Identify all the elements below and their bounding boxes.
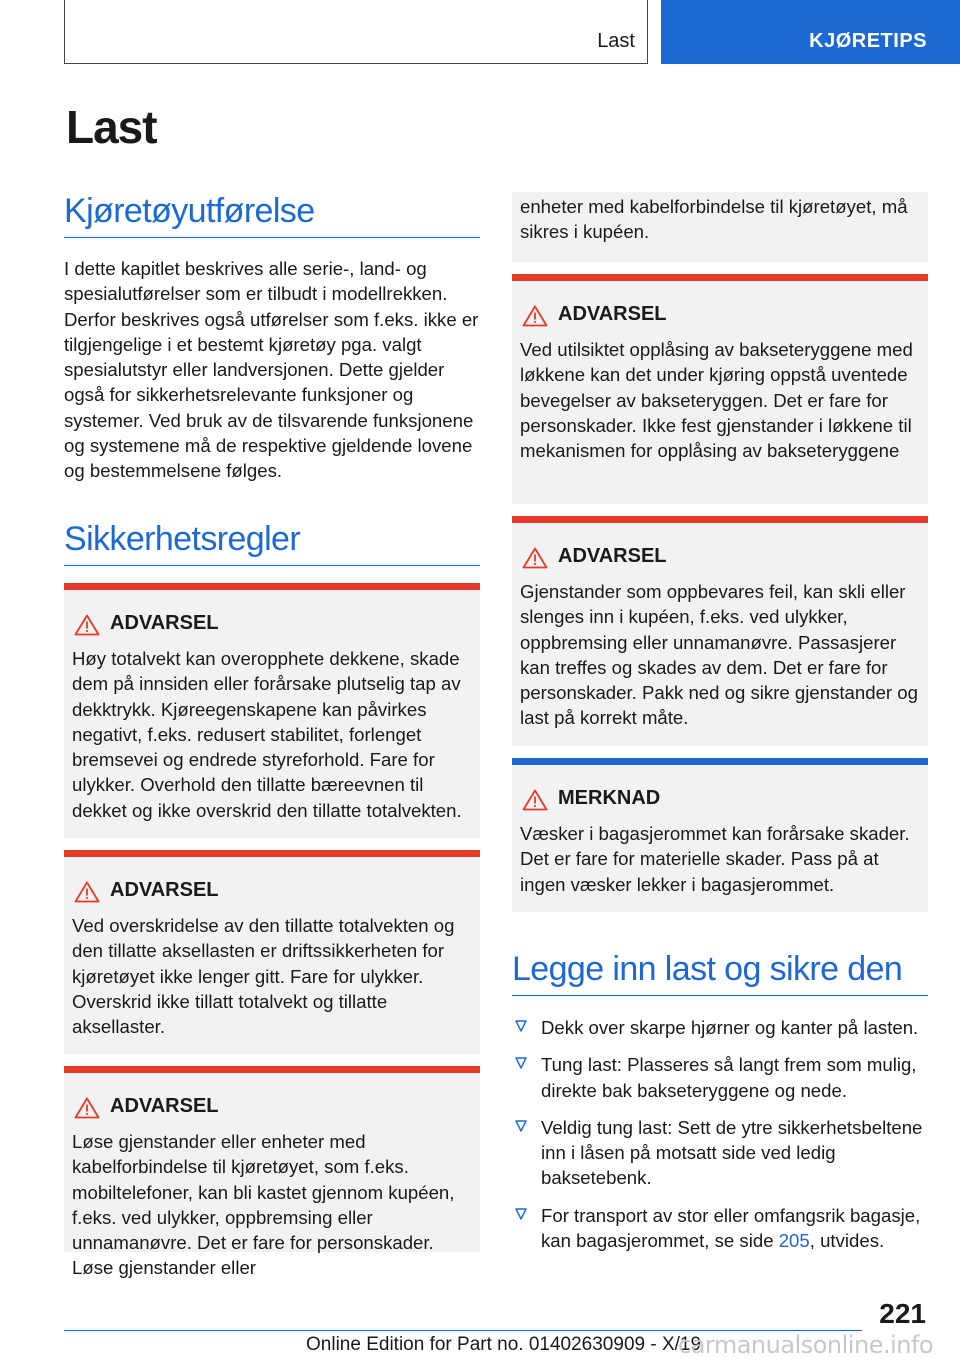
warning-header (520, 303, 920, 329)
note-label: MERKNAD (558, 787, 661, 809)
warning-text: Ved overskridelse av den tillatte totalvekten og den tillatte aksellasten er driftssikkerheten for kjøretøyet ikke lenger gitt. Fare for ulykker. Overskrid ikke tillatt totalvekt og tillatte aksellaster. (72, 915, 455, 1038)
page-number: 221 (879, 1298, 926, 1329)
page-title: Last (66, 101, 157, 153)
warning-text: Høy totalvekt kan overopphete dekkene, skade dem på innsiden eller forårsake plutselig tap av dekktrykk. Kjøreegenskapene kan påvirkes negativt, f.eks. redusert stabilitet, forlenget bremsevei og endrede styreforhold. Fare for ulykker. Overhold den tillatte bæreevnen til dekket og ikke overskrid den tillatte totalvekten. (72, 648, 462, 821)
list-item-text: Dekk over skarpe hjørner og kanter på lasten. (541, 1017, 919, 1038)
warning-box (64, 583, 480, 838)
warning-box (512, 516, 928, 746)
list-item (512, 1115, 928, 1191)
heading-vehicle: Kjøretøyutførelse (64, 192, 480, 238)
watermark: carmanualsonline.info (678, 1331, 934, 1359)
warning-box (64, 850, 480, 1054)
list-item (512, 1015, 928, 1040)
heading-loading: Legge inn last og sikre den (512, 950, 928, 996)
footer-edition: Online Edition for Part no. 01402630909 - X/19 (306, 1334, 702, 1355)
warning-text: Løse gjenstander eller enheter med kabelforbindelse til kjøretøyet, som f.eks. mobiltelefoner, kan bli kastet gjennom kupéen, f.eks. ved ulykker, oppbremsing eller unnamanøvre. Det er fare for personskader. Løse gjenstander eller (72, 1131, 455, 1279)
bullet-triangle-icon (514, 1207, 528, 1221)
list-item (512, 1203, 928, 1254)
warning-triangle-icon (522, 547, 548, 569)
warning-header (72, 1095, 472, 1121)
header-section-label: Last (597, 30, 635, 52)
heading-safety: Sikkerhetsregler (64, 520, 480, 566)
warning-triangle-icon (522, 305, 548, 327)
warning-text-continued: enheter med kabelforbindelse til kjøretøyet, må sikres i kupéen. (520, 196, 908, 243)
header-chapter-tab[interactable] (661, 0, 960, 64)
warning-triangle-icon (522, 789, 548, 811)
vehicle-paragraph: I dette kapitlet beskrives alle serie-, land- og spesialutførelser som er tilbudt i modellrekken. Derfor beskrives også utførelser som f.eks. ikke er tilgjengelige i et bestemt kjøretøy pga. valgt spesialutstyr eller landversjonen. Dette gjelder også for sikkerhetsrelevante funksjoner og systemer. Ved bruk av de tilsvarende funksjonene og systemene må de respektive gjeldende lovene og bestemmelsene følges. (64, 258, 479, 482)
loading-list (512, 1015, 928, 1265)
warning-text: Gjenstander som oppbevares feil, kan skli eller slenges inn i kupéen, f.eks. ved ulykker, oppbremsing eller unnamanøvre. Passasjerer kan treffes og skades av dem. Det er fare for personskader. Pakk ned og sikre gjenstander og last på korrekt måte. (520, 581, 918, 729)
warning-label: ADVARSEL (110, 612, 219, 634)
page-reference-link[interactable]: 205 (778, 1230, 810, 1252)
warning-box-continuation (512, 192, 928, 262)
warning-label: ADVARSEL (110, 879, 219, 901)
warning-box (64, 1066, 480, 1279)
list-item-text: Tung last: Plasseres så langt frem som mulig, direkte bak bakseteryggene og nede. (541, 1054, 917, 1101)
warning-label: ADVARSEL (558, 545, 667, 567)
list-item-text (541, 1205, 920, 1251)
warning-triangle-icon (74, 881, 100, 903)
warning-triangle-icon (74, 1097, 100, 1119)
warning-label: ADVARSEL (110, 1095, 219, 1117)
warning-triangle-icon (74, 614, 100, 636)
bullet-triangle-icon (514, 1119, 528, 1133)
header-chapter-label: KJØRETIPS (809, 30, 927, 52)
note-header (520, 787, 920, 813)
warning-header (72, 879, 472, 905)
note-text: Væsker i bagasjerommet kan forårsake skader. Det er fare for materielle skader. Pass på at ingen væsker lekker i bagasjerommet. (520, 823, 910, 895)
warning-text: Ved utilsiktet opplåsing av bakseteryggene med løkkene kan det under kjøring oppstå uventede bevegelser av bakseteryggen. Det er fare for personskader. Ikke fest gjenstander i løkkene til mekanismen for opplåsing av bakseteryggene (520, 339, 913, 462)
list-item-text-after: , utvides. (809, 1230, 885, 1252)
note-box (512, 758, 928, 912)
list-item (512, 1052, 928, 1103)
header-section-box (64, 0, 648, 64)
list-item-text: Veldig tung last: Sett de ytre sikkerhetsbeltene inn i låsen på motsatt side ved ledig baksetebenk. (541, 1116, 923, 1189)
bullet-triangle-icon (514, 1056, 528, 1070)
list-item-text-before: For transport av stor eller omfangsrik bagasje, kan bagasjerommet, se side (541, 1204, 921, 1252)
bullet-triangle-icon (514, 1019, 528, 1033)
warning-label: ADVARSEL (558, 303, 667, 325)
warning-box (512, 274, 928, 504)
warning-header (520, 545, 920, 571)
warning-header (72, 612, 472, 638)
